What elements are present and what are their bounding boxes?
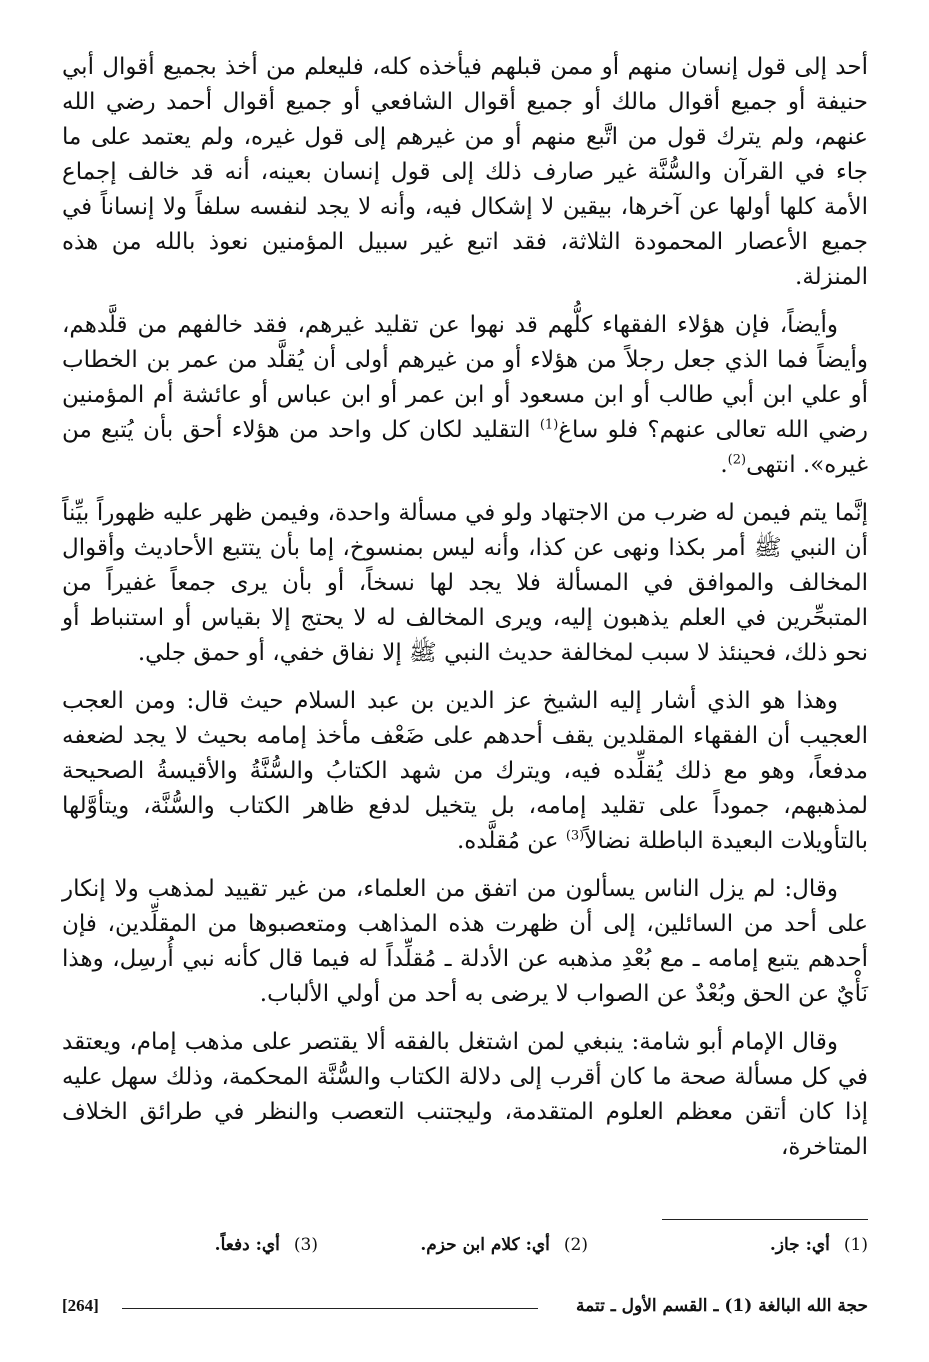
paragraph xyxy=(62,308,868,483)
footnote-separator xyxy=(662,1219,868,1220)
footnote-text: أي: كلام ابن حزم. xyxy=(420,1235,550,1255)
paragraph-text: وهذا هو الذي أشار إليه الشيخ عز الدين بن عبد السلام حيث قال: ومن العجب العجيب أن الفقهاء المقلدين يقف أحدهم على ضَعْف مأخذ إمامه بحيث لا يجد لضعفه مدفعاً، وهو مع ذلك يُقلِّده فيه، ويترك من شهد الكتابُ والسُّنَّةُ والأقيسةُ الصحيحة لمذهبهم، جموداً على تقليد إمامه، بل يتخيل لدفع ظاهر الكتاب والسُّنَّة، ويتأوَّلها بالتأويلات البعيدة الباطلة نضالاً xyxy=(62,688,868,854)
paragraph: إنَّما يتم فيمن له ضرب من الاجتهاد ولو في مسألة واحدة، وفيمن ظهر عليه ظهوراً بيِّناً أن النبي ﷺ أمر بكذا ونهى عن كذا، وأنه ليس بمنسوخ، إما بأن يتتبع الأحاديث وأقوال المخالف والموافق في المسألة فلا يجد لها نسخاً، أو بأن يرى جمعاً غفيراً من المتبحِّرين في العلم يذهبون إليه، ويرى المخالف له لا يحتج إلا بقياس أو استنباط أو نحو ذلك، فحينئذ لا سبب لمخالفة حديث النبي ﷺ إلا نفاق خفي، أو حمق جلي. xyxy=(62,500,868,666)
footnote xyxy=(770,1235,868,1255)
running-title: حجة الله البالغة (1) ـ القسم الأول ـ تتمة xyxy=(576,1296,868,1316)
paragraph-text: عن مُقلَّده. xyxy=(456,828,566,854)
footnote-text: أي: جاز. xyxy=(769,1235,830,1255)
paragraph xyxy=(62,684,868,859)
paragraph-text: وأيضاً، فإن هؤلاء الفقهاء كلُّهم قد نهوا عن تقليد غيرهم، فقد خالفهم من قلَّدهم، وأيضاً فما الذي جعل رجلاً من هؤلاء أو من غيرهم أولى أن يُقلَّد من عمر بن الخطاب أو علي ابن أبي طالب أو ابن مسعود أو ابن عمر أو ابن عباس أو عائشة أم المؤمنين رضي الله تعالى عنهم؟ فلو ساغ xyxy=(62,312,868,443)
footnote-number: (3) xyxy=(293,1235,318,1255)
footnote-number: (1) xyxy=(843,1235,868,1255)
paragraph: وقال: لم يزل الناس يسألون من اتفق من العلماء، من غير تقييد لمذهب ولا إنكار على أحد من السائلين، إلى أن ظهرت هذه المذاهب ومتعصبوها من المقلِّدين، فإن أحدهم يتبع إمامه ـ مع بُعْدِ مذهبه عن الأدلة ـ مُقلِّداً له فيما قال كأنه نبي أُرسِل، وهذا نَأْيٌ عن الحق وبُعْدٌ عن الصواب لا يرضى به أحد من أولي الألباب. xyxy=(62,876,868,1007)
page-number: [264] xyxy=(62,1296,99,1315)
paragraph-text: . xyxy=(720,452,728,478)
footnote-ref: (2) xyxy=(727,452,747,468)
paragraph-text: التقليد لكان كل واحد من هؤلاء أحق بأن يُتبع من غيره». انتهى xyxy=(62,417,868,478)
footnote-text: أي: دفعاً. xyxy=(214,1235,280,1255)
footnote-ref: (3) xyxy=(565,828,585,844)
footer-rule xyxy=(122,1308,538,1309)
footnote xyxy=(215,1235,318,1255)
footnote xyxy=(420,1235,588,1255)
page-body xyxy=(62,50,868,1178)
paragraph: وقال الإمام أبو شامة: ينبغي لمن اشتغل بالفقه ألا يقتصر على مذهب إمام، ويعتقد في كل مسألة صحة ما كان أقرب إلى دلالة الكتاب والسُّنَّة المحكمة، وذلك سهل عليه إذا كان أتقن معظم العلوم المتقدمة، وليجتنب التعصب والنظر في طرائق الخلاف المتاخرة، xyxy=(62,1029,868,1160)
footnote-ref: (1) xyxy=(539,417,559,433)
footnote-number: (2) xyxy=(563,1235,588,1255)
footnotes xyxy=(62,1235,868,1265)
page-footer xyxy=(62,1296,868,1326)
paragraph: أحد إلى قول إنسان منهم أو ممن قبلهم فيأخذه كله، فليعلم من أخذ بجميع أقوال أبي حنيفة أو جميع أقوال مالك أو جميع أقوال الشافعي أو جميع أقوال أحمد رضي الله عنهم، ولم يترك قول من اتَّبع منهم أو من غيرهم إلى قول غيره، ولم يعتمد على ما جاء في القرآن والسُّنَّة غير صارف ذلك إلى قول إنسان بعينه، أنه قد خالف إجماع الأمة كلها أولها عن آخرها، بيقين لا إشكال فيه، وأنه لا يجد لنفسه سلفاً ولا إنساناً في جميع الأعصار المحمودة الثلاثة، فقد اتبع غير سبيل المؤمنين نعوذ بالله من هذه المنزلة. xyxy=(62,54,868,290)
